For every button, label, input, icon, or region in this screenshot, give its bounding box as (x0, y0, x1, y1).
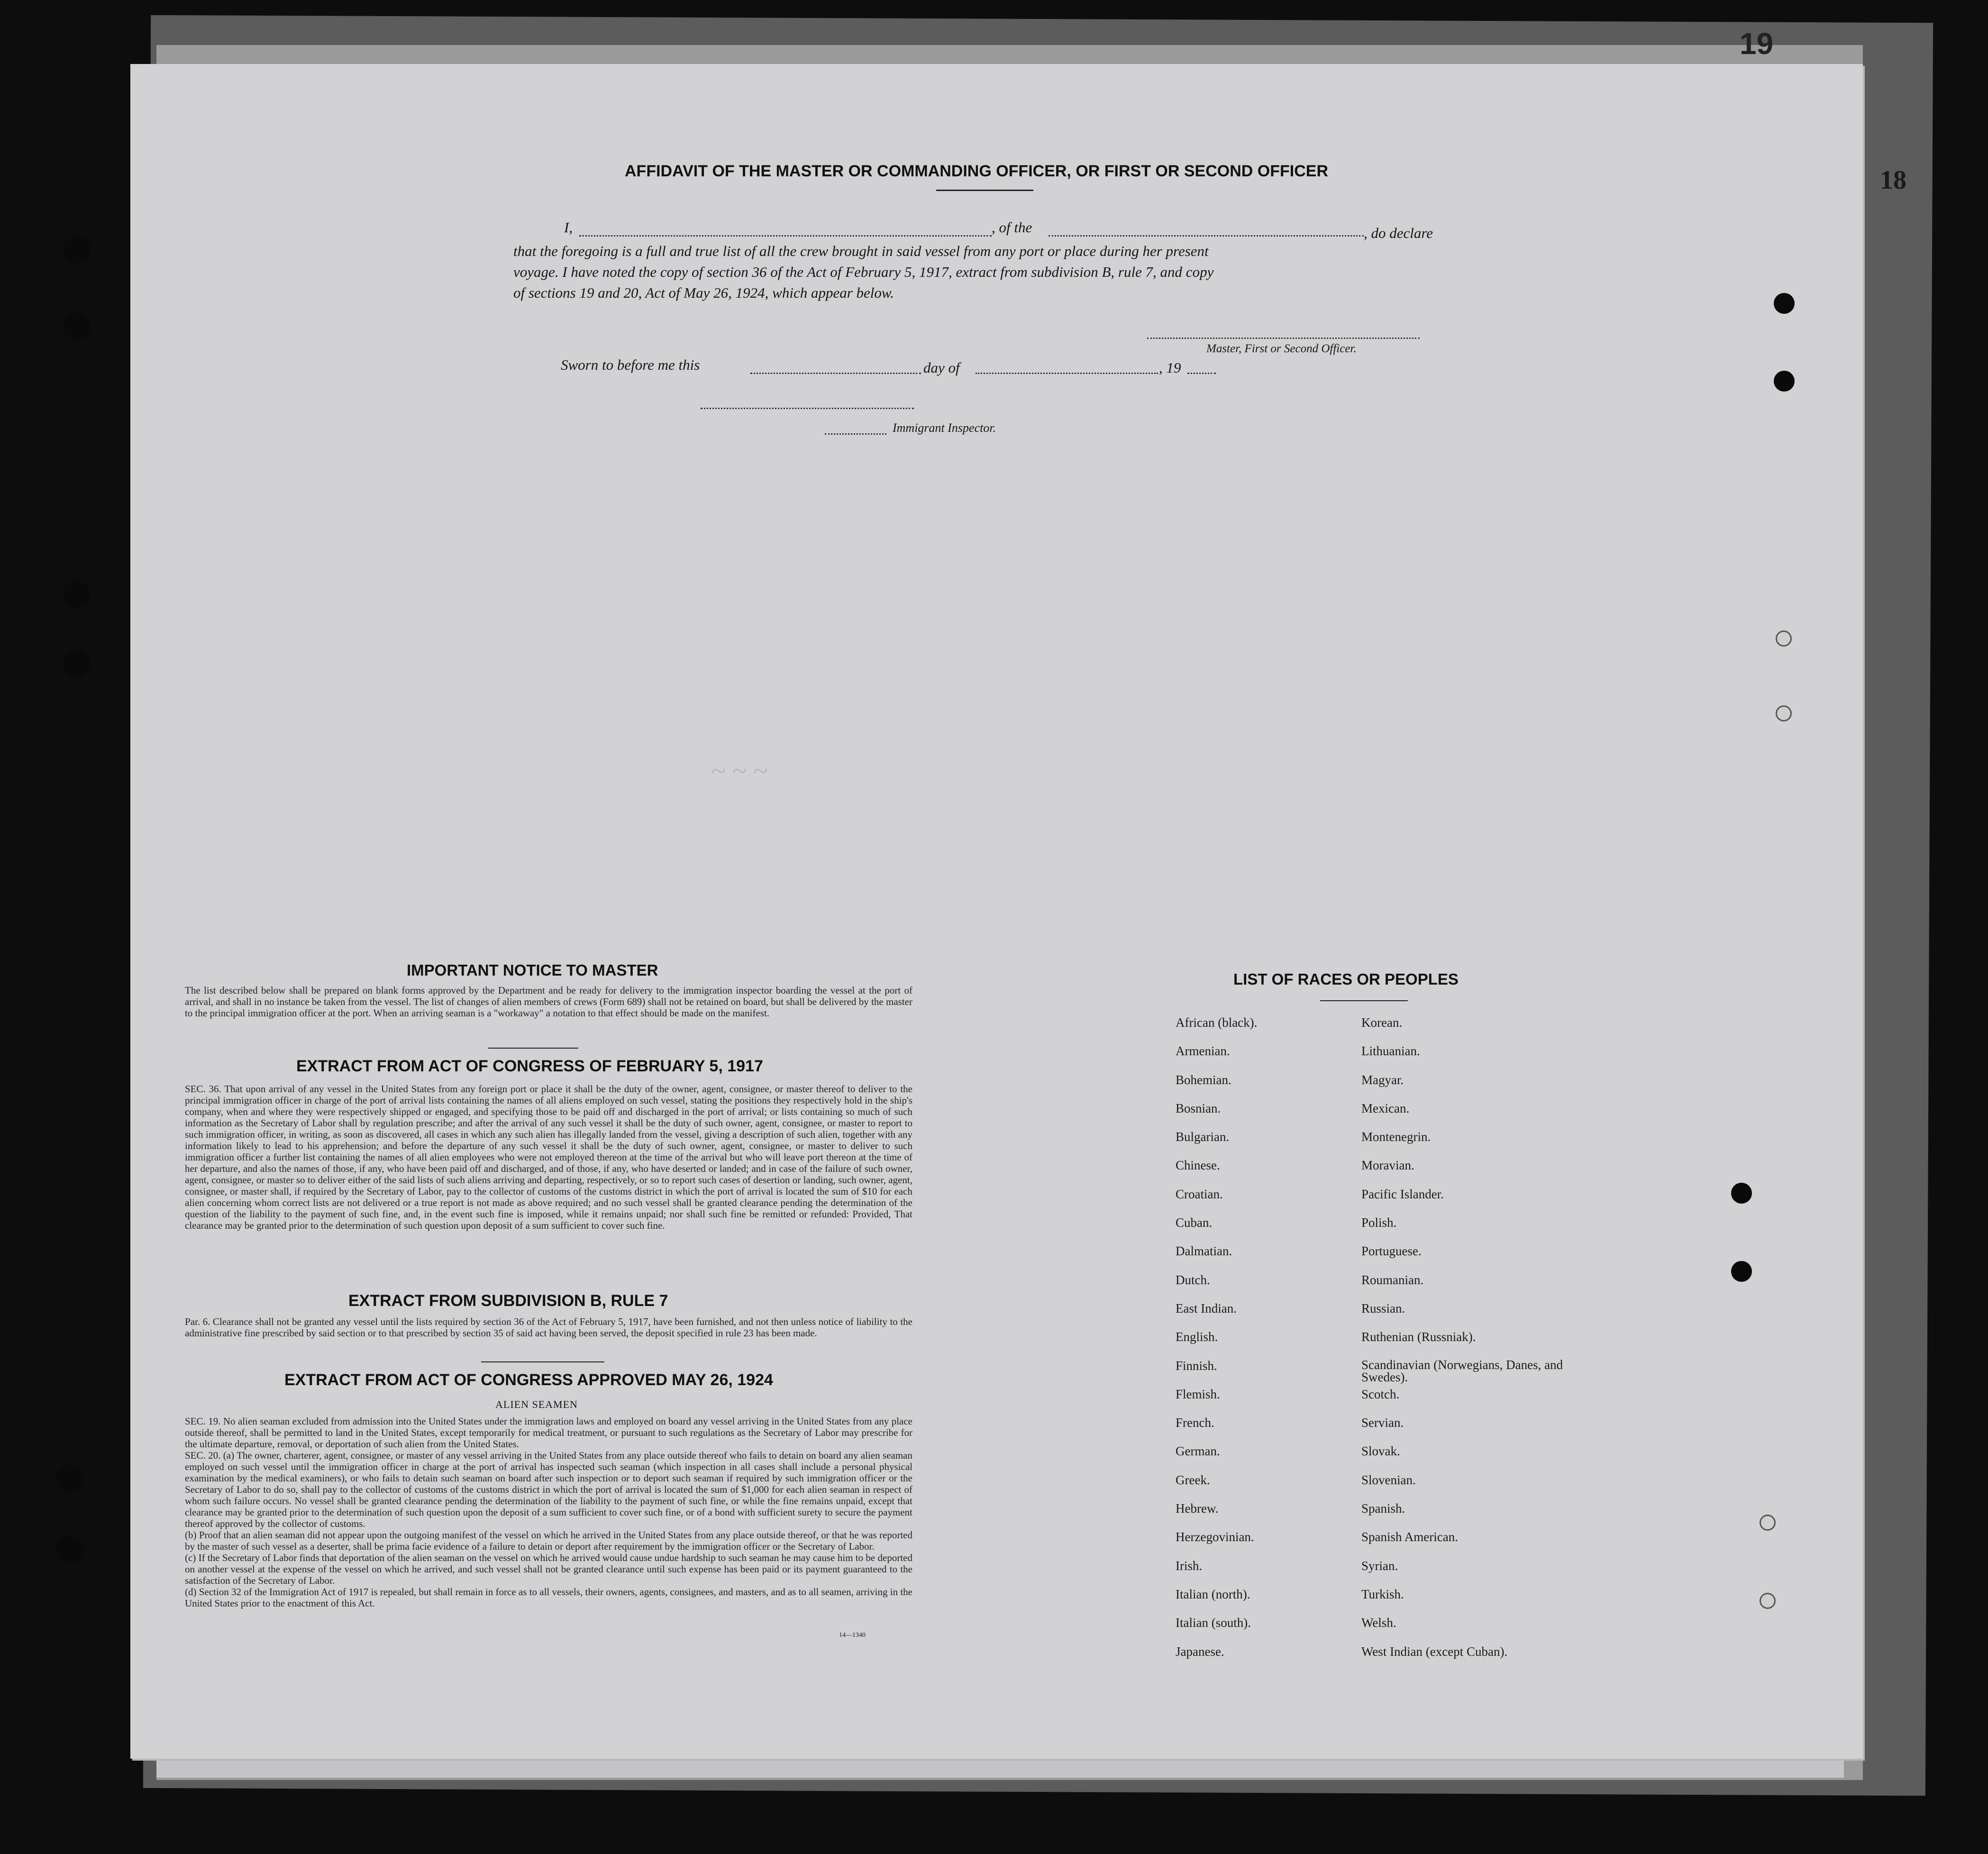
race-item: Cuban. (1176, 1215, 1213, 1230)
race-item: Scotch. (1361, 1387, 1400, 1401)
races-column-1 (1176, 1015, 1257, 1673)
punch-hole (1776, 630, 1792, 647)
race-item: Slovenian. (1361, 1472, 1416, 1487)
race-item: Montenegrin. (1361, 1130, 1431, 1144)
punch-hole (56, 1465, 83, 1492)
punch-hole (1731, 1183, 1752, 1204)
race-item: Roumanian. (1361, 1272, 1424, 1287)
sec20c: (c) If the Secretary of Labor finds that deportation of the alien seaman on the vessel on which he arrived would cause undue hardship to such seaman he may cause him to be deported on another vessel at the expense of the vessel on which he arrived, and such vessel shall not be granted clearance until such expense has been paid or its payment guaranteed to the satisfaction of the Secretary of Labor. (185, 1552, 912, 1586)
sworn-text: Sworn to before me this (561, 356, 700, 373)
section-rule (488, 1048, 578, 1049)
bleed-through-handwriting: ~ ~ ~ (711, 757, 767, 786)
punch-hole (1774, 371, 1795, 392)
race-item: Scandinavian (Norwegians, Danes, and Swedes). (1361, 1357, 1563, 1384)
race-item: Hebrew. (1176, 1501, 1219, 1516)
race-item: Korean. (1361, 1015, 1403, 1030)
race-item: Dalmatian. (1176, 1244, 1232, 1259)
race-item: Bulgarian. (1176, 1130, 1230, 1144)
race-item: Syrian. (1361, 1558, 1398, 1573)
race-item: Lithuanian. (1361, 1044, 1420, 1059)
punch-hole (1760, 1515, 1776, 1531)
extract2-body: Par. 6. Clearance shall not be granted any vessel until the lists required by section 36 of the Act of February 5, 1917, have been furnished, and not then unless notice of liability to the administrative fine prescribed by said section or to that prescribed by section 35 of said act having been served, the deposit specified in rule 23 has been made. (185, 1316, 912, 1339)
race-item: Bohemian. (1176, 1072, 1231, 1087)
race-item: Flemish. (1176, 1387, 1220, 1401)
race-item: Japanese. (1176, 1644, 1224, 1659)
race-item: Armenian. (1176, 1044, 1230, 1059)
punch-hole (1774, 293, 1795, 314)
race-item: Ruthenian (Russniak). (1361, 1330, 1476, 1344)
notice-body: The list described below shall be prepared on blank forms approved by the Department and be ready for delivery to the immigration inspector boarding the vessel at the port of arrival, and shall in no instance be taken from the vessel. The list of changes of alien members of crews (Form 689) shall not be retained on board, but shall be delivered by the master to the principal immigration officer at the port. When an arriving seaman is a "workaway" a notation to that effect should be made on the manifest. (185, 985, 912, 1019)
punch-hole (56, 1536, 83, 1563)
master-signature-field[interactable] (1147, 338, 1420, 339)
race-item: Welsh. (1361, 1616, 1396, 1630)
affidavit-line3: voyage. I have noted the copy of section 36 of the Act of February 5, 1917, extract from subdivision B, rule 7, and copy (513, 264, 1214, 280)
sec20d: (d) Section 32 of the Immigration Act of 1917 is repealed, but shall remain in force as to all vessels, their owners, agents, consignees, and masters, and as to all seamen, arriving in the United States prior to the enactment of this Act. (185, 1586, 912, 1609)
race-item: Bosnian. (1176, 1101, 1221, 1115)
race-item: Portuguese. (1361, 1244, 1422, 1259)
punch-hole (1731, 1261, 1752, 1282)
affidavit-of-the: , of the (992, 219, 1032, 236)
race-item: African (black). (1176, 1015, 1258, 1030)
extract3-title: EXTRACT FROM ACT OF CONGRESS APPROVED MAY 26, 1924 (284, 1371, 773, 1389)
race-item: French. (1176, 1416, 1214, 1430)
punch-hole (63, 649, 91, 677)
race-item: West Indian (except Cuban). (1361, 1644, 1508, 1659)
race-item: Italian (south). (1176, 1616, 1251, 1630)
sec20b: (b) Proof that an alien seaman did not appear upon the outgoing manifest of the vessel on which he arrived in the United States from any place outside thereof, or that he was reported by the master of such vessel as a deserter, shall be prima facie evidence of a failure to detain or deport after requirement by the immigration officer or the Secretary of Labor. (185, 1529, 912, 1552)
races-title: LIST OF RACES OR PEOPLES (1233, 970, 1459, 988)
sec19: SEC. 19. No alien seaman excluded from admission into the United States under the immigration laws and employed on board any vessel arriving in the United States from any place outside thereof, shall be permitted to land in the United States, except temporarily for medical treatment, or pursuant to such regulations as the Secretary of Labor may prescribe for the ultimate departure, removal, or deportation of such alien from the United States. (185, 1416, 912, 1450)
punch-hole (63, 581, 91, 608)
sec20a: SEC. 20. (a) The owner, charterer, agent, consignee, or master of any vessel arriving in the United States from any place outside thereof who fails to detain on board any alien seaman employed on such vessel until the immigration officer in charge at the port of arrival has inspected such seaman (which inspection in all cases shall include a personal physical examination by the medical examiners), or who fails to detain such seaman on board after such inspection or to deport such seaman if required by such immigration officer or the Secretary of Labor to do so, shall pay to the collector of customs of the customs district in which the port of arrival is located the sum of $1,000 for each alien seaman in respect of whom such failure occurs. No vessel shall be granted clearance pending the determination of the liability to the payment of such fine, or while the fine remains unpaid, except that clearance may be granted prior to the determination of such question upon the deposit of a sum sufficient to cover such fine, or of a bond with sufficient surety to secure the payment thereof approved by the collector of customs. (185, 1450, 912, 1529)
punch-hole (63, 313, 91, 340)
inspector-leader (825, 433, 886, 435)
race-item: East Indian. (1176, 1301, 1237, 1315)
race-item: English. (1176, 1330, 1218, 1344)
race-item: Dutch. (1176, 1272, 1210, 1287)
punch-hole (1760, 1593, 1776, 1609)
master-label: Master, First or Second Officer. (1206, 342, 1357, 355)
races-column-2 (1361, 1015, 1565, 1673)
race-item: Mexican. (1361, 1101, 1410, 1115)
extract1-title: EXTRACT FROM ACT OF CONGRESS OF FEBRUARY 5, 1917 (296, 1057, 763, 1075)
affidavit-line2: that the foregoing is a full and true list of all the crew brought in said vessel from any port or place during her present (513, 243, 1209, 259)
race-item: German. (1176, 1444, 1220, 1459)
title-rule (936, 190, 1033, 191)
inspector-signature-field[interactable] (701, 408, 914, 409)
race-item: Polish. (1361, 1215, 1397, 1230)
punch-hole (1776, 705, 1792, 722)
race-item: Greek. (1176, 1472, 1210, 1487)
race-item: Italian (north). (1176, 1587, 1250, 1601)
sworn-day-field[interactable] (750, 373, 921, 374)
race-item: Herzegovinian. (1176, 1530, 1254, 1544)
race-item: Magyar. (1361, 1072, 1404, 1087)
extract3-sections (185, 1416, 912, 1609)
race-item: Servian. (1361, 1416, 1404, 1430)
affidavit-do-declare: , do declare (1364, 225, 1433, 241)
race-item: Spanish. (1361, 1501, 1405, 1516)
race-item: Moravian. (1361, 1158, 1414, 1173)
day-of-text: day of (923, 359, 960, 376)
affidavit-line4: of sections 19 and 20, Act of May 26, 1924, which appear below. (513, 284, 894, 301)
notice-title: IMPORTANT NOTICE TO MASTER (407, 961, 658, 979)
form-code: 14—1340 (839, 1632, 866, 1639)
sworn-year-field[interactable] (1187, 373, 1216, 374)
punch-hole (63, 236, 91, 264)
race-item: Turkish. (1361, 1587, 1404, 1601)
race-item: Croatian. (1176, 1187, 1223, 1201)
sworn-month-field[interactable] (976, 373, 1158, 374)
name-field[interactable] (579, 235, 992, 237)
race-item: Finnish. (1176, 1358, 1217, 1373)
inspector-label: Immigrant Inspector. (893, 421, 996, 435)
race-item: Pacific Islander. (1361, 1187, 1444, 1201)
page-number: 18 (1880, 165, 1906, 195)
race-item: Irish. (1176, 1558, 1203, 1573)
races-title-rule (1320, 1000, 1408, 1001)
year-text: , 19 (1159, 359, 1181, 376)
race-item: Spanish American. (1361, 1530, 1458, 1544)
vessel-field[interactable] (1049, 235, 1364, 237)
extract1-body: SEC. 36. That upon arrival of any vessel in the United States from any foreign port or place it shall be the duty of the owner, agent, consignee, or master thereof to deliver to the principal immigration officer in charge of the port of arrival lists containing the names of all aliens employed on such vessel, stating the positions they respectively hold in the ship's company, when and where they were respectively shipped or engaged, and specifying those to be paid off and discharged in the port of arrival; or lists containing so much of such information as the Secretary of Labor shall by regulation prescribe; and after the arrival of any such vessel it shall be the duty of such owner, agent, consignee, or master to report to such immigration officer, in writing, as soon as discovered, all cases in which any such alien has illegally landed from the vessel, giving a description of such alien, together with any information likely to lead to his apprehension; and before the departure of any such vessel it shall be the duty of such owner, agent, consignee, or master to deliver to such immigration officer a further list containing the names of all alien employees who were not employed thereon at the time of the arrival but who will leave port thereon at the time of her departure, and also the names of those, if any, who have been paid off and discharged, and of those, if any, who have deserted or landed; and in case of the failure of such owner, agent, consignee, or master so to deliver either of the said lists of such aliens arriving and departing, respectively, or so to report such cases of desertion or landing, such owner, agent, consignee, or master shall, if required by the Secretary of Labor, pay to the collector of customs of the customs district in which the port of arrival is located the sum of $10 for each alien concerning whom correct lists are not delivered or a true report is not made as above required; and no such vessel shall be granted clearance pending the determination of the question of the liability to the payment of such fine, and, in the event such fine is imposed, while it remains unpaid; nor shall such fine be remitted or refunded: Provided, That clearance may be granted prior to the determination of such question upon deposit of a sum sufficient to cover such fine. (185, 1083, 912, 1231)
extract3-subtitle: ALIEN SEAMEN (495, 1398, 578, 1410)
race-item: Slovak. (1361, 1444, 1400, 1459)
race-item: Russian. (1361, 1301, 1405, 1315)
page-number-top: 19 (1740, 27, 1774, 61)
affidavit-i: I, (564, 219, 573, 236)
section-rule (481, 1361, 604, 1362)
affidavit-title: AFFIDAVIT OF THE MASTER OR COMMANDING OFFICER, OR FIRST OR SECOND OFFICER (625, 162, 1328, 180)
race-item: Chinese. (1176, 1158, 1220, 1173)
extract2-title: EXTRACT FROM SUBDIVISION B, RULE 7 (348, 1292, 668, 1310)
